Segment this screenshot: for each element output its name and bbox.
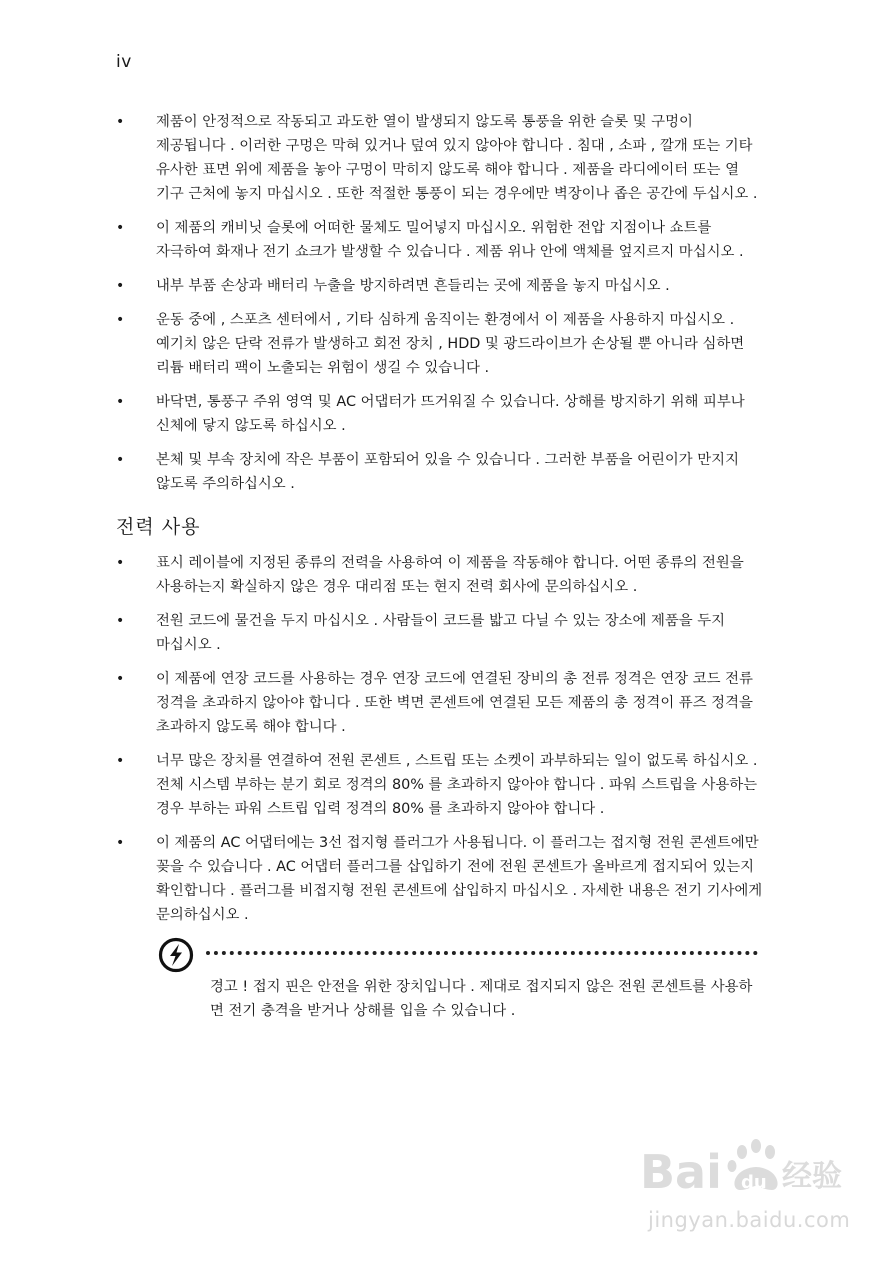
page-number: iv bbox=[116, 52, 132, 72]
bullet-glyph: • bbox=[116, 278, 125, 294]
bullet-glyph: • bbox=[116, 114, 125, 130]
baidu-logo bbox=[640, 1136, 850, 1200]
bullet-glyph: • bbox=[116, 394, 125, 410]
list-item-text: 표시 레이블에 지정된 종류의 전력을 사용하여 이 제품을 작동해야 합니다. 어떤 종류의 전원을 사용하는지 확실하지 않은 경우 대리점 또는 현지 전력 회사에 문의하십시오 . bbox=[156, 555, 744, 595]
list-item-text: 운동 중에 , 스포츠 센터에서 , 기타 심하게 움직이는 환경에서 이 제품을 사용하지 마십시오 . 예기치 않은 단락 전류가 발생하고 회전 장치 , HDD 및 광드라이브가 손상될 뿐 아니라 심하면 리튬 배터리 팩이 노출되는 위험이 생길 수 있습니다 . bbox=[156, 312, 745, 376]
list-item bbox=[116, 551, 766, 599]
list-item-text: 바닥면, 통풍구 주위 영역 및 AC 어댑터가 뜨거워질 수 있습니다. 상해를 방지하기 위해 피부나 신체에 닿지 않도록 하십시오 . bbox=[156, 394, 745, 434]
list-item bbox=[116, 308, 766, 380]
warning-text: 경고 ! 접지 핀은 안전을 위한 장치입니다 . 제대로 접지되지 않은 전원 콘센트를 사용하면 전기 충격을 받거나 상해를 입을 수 있습니다 . bbox=[210, 979, 753, 1019]
power-bullet-list bbox=[116, 551, 766, 927]
bullet-glyph: • bbox=[116, 312, 125, 328]
list-item-text: 이 제품의 AC 어댑터에는 3선 접지형 플러그가 사용됩니다. 이 플러그는 접지형 전원 콘센트에만 꽂을 수 있습니다 . AC 어댑터 플러그를 삽입하기 전에 전원 콘센트가 올바르게 접지되어 있는지 확인합니다 . 플러그를 비접지형 전원 콘센트에 삽입하지 마십시오 . 자세한 내용은 전기 기사에게 문의하십시오 . bbox=[156, 835, 763, 923]
baidu-jingyan-watermark bbox=[640, 1136, 850, 1236]
list-item-text: 이 제품에 연장 코드를 사용하는 경우 연장 코드에 연결된 장비의 총 전류 정격은 연장 코드 전류 정격을 초과하지 않아야 합니다 . 또한 벽면 콘센트에 연결된 모든 제품의 총 정격이 퓨즈 정격을 초과하지 않도록 해야 합니다 . bbox=[156, 671, 753, 735]
list-item bbox=[116, 274, 766, 298]
list-item bbox=[116, 831, 766, 927]
list-item bbox=[116, 216, 766, 264]
bullet-glyph: • bbox=[116, 555, 125, 571]
lightning-warning-icon bbox=[158, 937, 194, 973]
bullet-glyph: • bbox=[116, 753, 125, 769]
svg-text:经验: 经验 bbox=[782, 1159, 842, 1194]
list-item-text: 이 제품의 캐비닛 슬롯에 어떠한 물체도 밀어넣지 마십시오. 위험한 전압 지점이나 쇼트를 자극하여 화재나 전기 쇼크가 발생할 수 있습니다 . 제품 위나 안에 액체를 엎지르지 마십시오 . bbox=[156, 220, 744, 260]
svg-text:du: du bbox=[741, 1172, 767, 1193]
list-item bbox=[116, 609, 766, 657]
bullet-glyph: • bbox=[116, 613, 125, 629]
warning-callout bbox=[158, 937, 758, 1027]
svg-text:Bai: Bai bbox=[640, 1145, 722, 1199]
list-item bbox=[116, 749, 766, 821]
list-item bbox=[116, 667, 766, 739]
list-item-text: 제품이 안정적으로 작동되고 과도한 열이 발생되지 않도록 통풍을 위한 슬롯 및 구멍이 제공됩니다 . 이러한 구멍은 막혀 있거나 덮여 있지 않아야 합니다 . 침대 , 소파 , 깔개 또는 기타 유사한 표면 위에 제품을 놓아 구멍이 막히지 않도록 해야 합니다 . 제품을 라디에이터 또는 열 기구 근처에 놓지 마십시오 . 또한 적절한 통풍이 되는 경우에만 벽장이나 좁은 공간에 두십시오 . bbox=[156, 114, 758, 202]
list-item-text: 너무 많은 장치를 연결하여 전원 콘센트 , 스트립 또는 소켓이 과부하되는 일이 없도록 하십시오 . 전체 시스템 부하는 분기 회로 정격의 80% 를 초과하지 않아야 합니다 . 파워 스트립을 사용하는 경우 부하는 파워 스트립 입력 정격의 80% 를 초과하지 않아야 합니다 . bbox=[156, 753, 758, 817]
watermark-url: jingyan.baidu.com bbox=[648, 1208, 851, 1232]
bullet-glyph: • bbox=[116, 671, 125, 687]
bullet-glyph: • bbox=[116, 220, 125, 236]
list-item bbox=[116, 390, 766, 438]
list-item-text: 전원 코드에 물건을 두지 마십시오 . 사람들이 코드를 밟고 다닐 수 있는 장소에 제품을 두지 마십시오 . bbox=[156, 613, 726, 653]
list-item-text: 본체 및 부속 장치에 작은 부품이 포함되어 있을 수 있습니다 . 그러한 부품을 어린이가 만지지 않도록 주의하십시오 . bbox=[156, 452, 739, 492]
list-item bbox=[116, 448, 766, 496]
section-heading-power: 전력 사용 bbox=[116, 516, 201, 538]
list-item bbox=[116, 110, 766, 206]
document-body bbox=[116, 110, 766, 1027]
bullet-glyph: • bbox=[116, 835, 125, 851]
safety-bullet-list bbox=[116, 110, 766, 496]
warning-divider bbox=[206, 951, 758, 955]
bullet-glyph: • bbox=[116, 452, 125, 468]
list-item-text: 내부 부품 손상과 배터리 누출을 방지하려면 흔들리는 곳에 제품을 놓지 마십시오 . bbox=[156, 278, 670, 294]
